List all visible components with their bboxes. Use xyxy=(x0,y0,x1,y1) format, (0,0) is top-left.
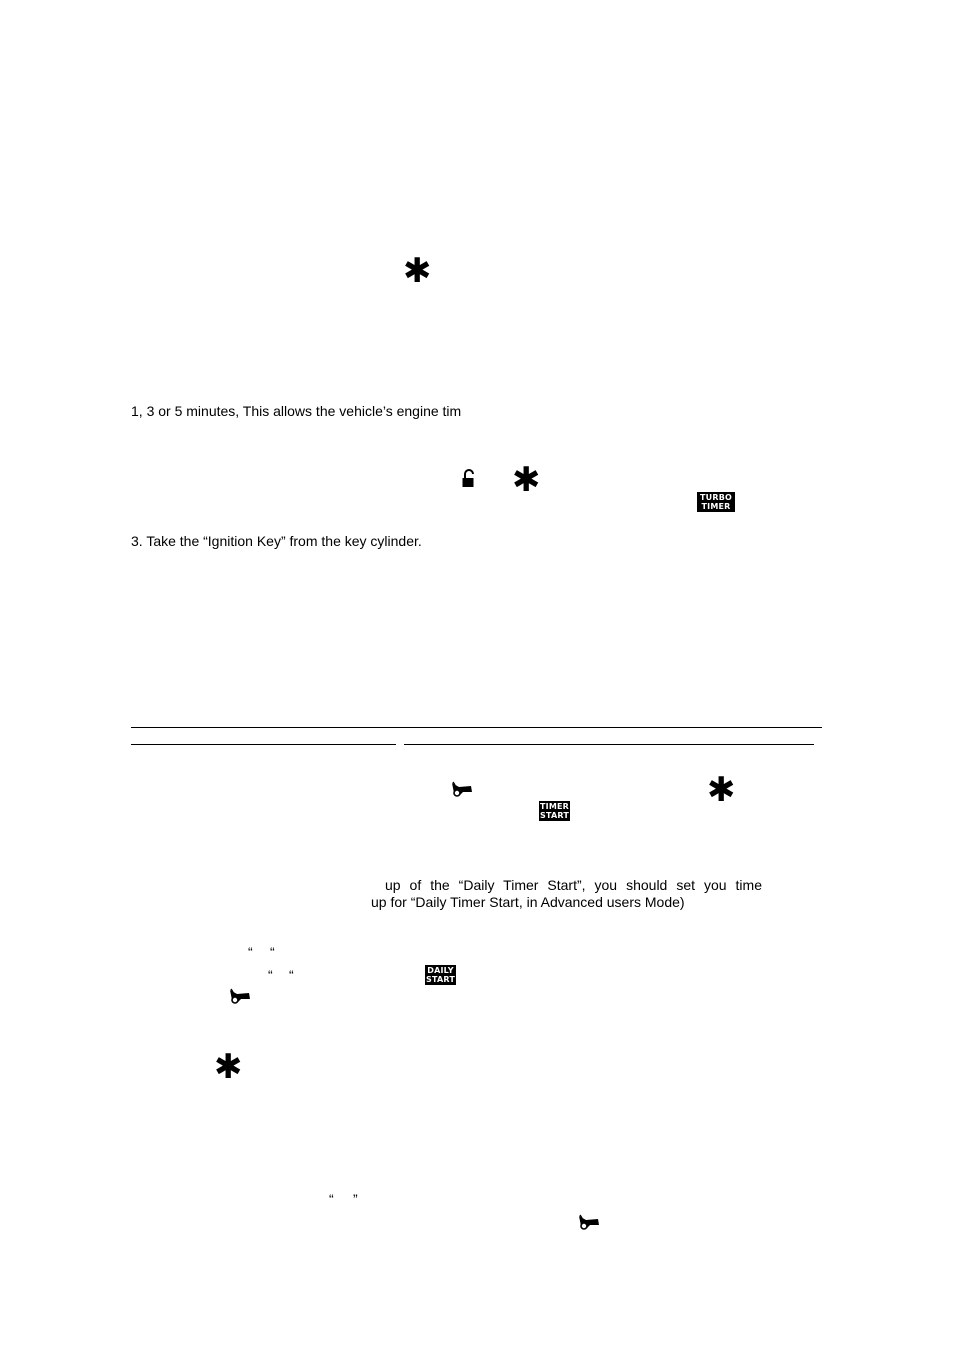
quote-mark: ” xyxy=(353,1191,358,1207)
section-divider xyxy=(131,727,822,728)
asterisk-icon: ✱ xyxy=(707,770,736,810)
section-underline-right xyxy=(404,744,814,745)
section-underline-left xyxy=(131,744,396,745)
asterisk-icon: ✱ xyxy=(512,460,541,500)
quote-mark: “ xyxy=(329,1191,334,1207)
daily-timer-text-line1: up of the “Daily Timer Start”, you should set you time xyxy=(385,877,762,893)
asterisk-icon: ✱ xyxy=(214,1047,243,1087)
quote-mark: “ xyxy=(289,967,294,983)
daily-timer-text-line2: up for “Daily Timer Start, in Advanced users Mode) xyxy=(371,894,685,910)
quote-mark: “ xyxy=(248,944,253,960)
car-start-icon xyxy=(578,1214,600,1230)
unlock-icon xyxy=(461,469,477,489)
timer-start-badge: TIMER START xyxy=(540,802,570,820)
step-3-text: 3. Take the “Ignition Key” from the key cylinder. xyxy=(131,533,422,549)
daily-start-badge: DAILY START xyxy=(426,966,456,984)
car-start-icon xyxy=(229,988,251,1004)
quote-mark: “ xyxy=(268,967,273,983)
car-start-icon xyxy=(451,781,473,797)
turbo-timer-text: 1, 3 or 5 minutes, This allows the vehicle’s engine tim xyxy=(131,403,462,419)
turbo-timer-badge: TURBO TIMER xyxy=(697,492,735,512)
asterisk-icon: ✱ xyxy=(403,251,432,291)
quote-mark: “ xyxy=(270,944,275,960)
